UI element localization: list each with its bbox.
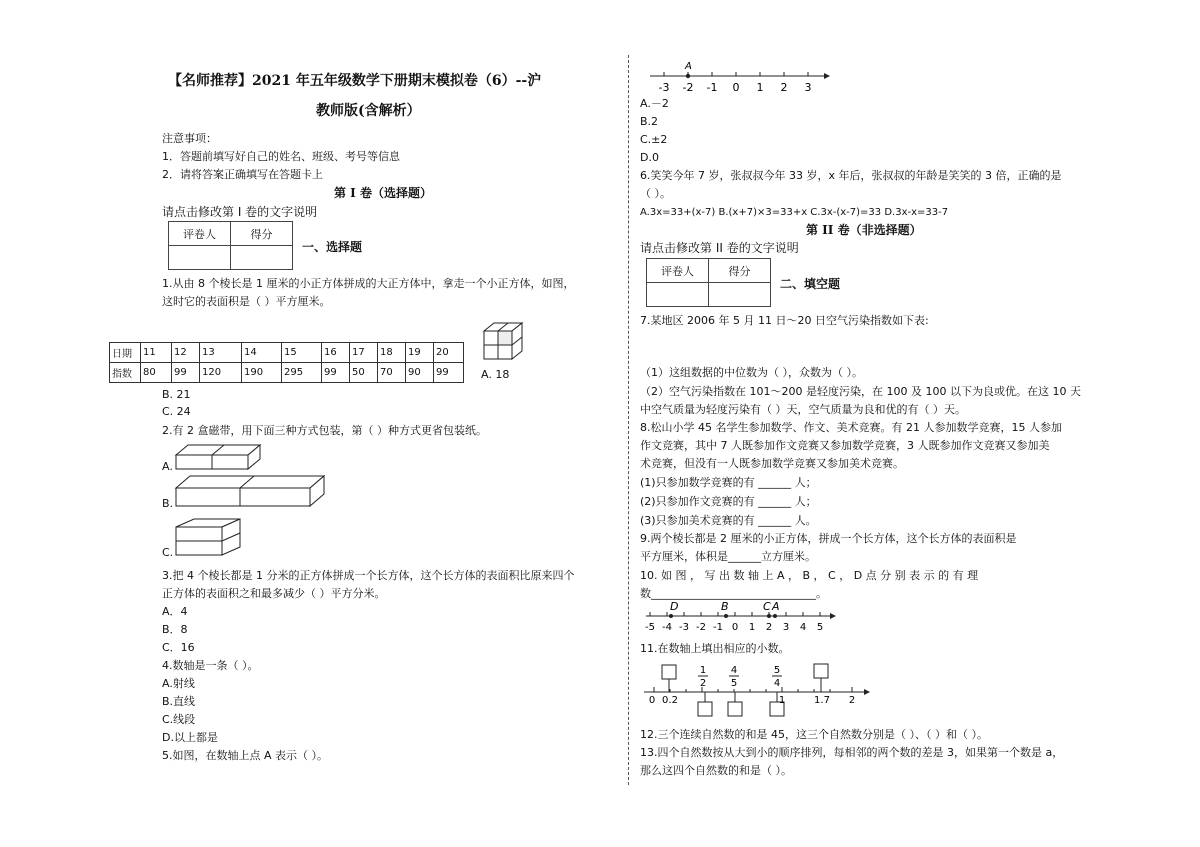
score-cell (709, 283, 771, 307)
part2-score-table (646, 258, 771, 307)
axis-label: 1.7 (814, 695, 830, 706)
axis-label: 0 (648, 695, 656, 706)
fraction-denominator: 4 (773, 678, 781, 689)
q8-sub3: (3)只参加美术竞赛的有 ______ 人。 (640, 514, 817, 527)
q8-sub2: (2)只参加作文竞赛的有 ______ 人； (640, 495, 817, 508)
q2-option-b: B. (162, 497, 174, 510)
doc-title-line2: 教师版(含解析） (316, 103, 421, 119)
q13-line2: 那么这四个自然数的和是（ ）。 (640, 764, 792, 777)
q4-option-a: A.射线 (162, 677, 195, 690)
aqi-date-cell: 17 (350, 343, 378, 363)
fraction-denominator: 2 (699, 678, 707, 689)
tick-label: 4 (799, 622, 807, 633)
q11-number-line (642, 660, 872, 720)
point-a-marker (686, 74, 690, 78)
q9-line1: 9.两个棱长都是 2 厘米的小正方体，拼成一个长方体，这个长方体的表面积是 (640, 532, 1017, 545)
tick-label: 3 (782, 622, 790, 633)
aqi-date-cell: 18 (378, 343, 406, 363)
q13-line1: 13.四个自然数按从大到小的顺序排列，每相邻的两个数的差是 3，如果第一个数是 a， (640, 746, 1064, 759)
column-divider (628, 55, 629, 785)
q5-option-d: D.0 (640, 151, 659, 164)
q4-text: 4.数轴是一条（ ）。 (162, 659, 259, 672)
aqi-date-cell: 16 (322, 343, 350, 363)
doc-title-line1: 【名师推荐】2021 年五年级数学下册期末模拟卷（6）--沪 (168, 73, 542, 89)
aqi-index-cell: 99 (434, 363, 464, 383)
q6-options: A.3x=33+(x-7) B.(x+7)×3=33+x C.3x-(x-7)=33 D.3x-x=33-7 (640, 207, 949, 218)
aqi-date-cell: 20 (434, 343, 464, 363)
q3-option-b: B．8 (162, 623, 188, 636)
point-d-label: D (670, 600, 679, 613)
q10-line1: 10. 如 图 ， 写 出 数 轴 上 A ， B ， C ， D 点 分 别 表 示 的 有 理 (640, 569, 979, 582)
tick-label: 0 (731, 622, 739, 633)
tick-label: -4 (662, 622, 672, 633)
q7-text: 7.某地区 2006 年 5 月 11 日～20 日空气污染指数如下表: (640, 314, 929, 327)
q11-text: 11.在数轴上填出相应的小数。 (640, 642, 790, 655)
q6-line2: （ ）。 (640, 187, 671, 200)
tick-label: -3 (679, 622, 689, 633)
answer-box (698, 702, 712, 716)
q4-option-c: C.线段 (162, 713, 196, 726)
q10-line2: 数______________________________。 (640, 587, 827, 600)
point-c-label: C (763, 600, 771, 613)
q5-number-line (648, 58, 828, 94)
tick-label: 2 (765, 622, 773, 633)
aqi-index-cell: 90 (406, 363, 434, 383)
tick-label: -1 (713, 622, 723, 633)
point-a-marker (773, 614, 777, 618)
score-label: 得分 (231, 222, 293, 246)
q2-option-a: A. (162, 460, 173, 473)
answer-box (728, 702, 742, 716)
part1-title: 第 I 卷（选择题） (334, 186, 432, 200)
box-figure-c (174, 517, 244, 557)
point-b-label: B (721, 600, 729, 613)
aqi-index-cell: 99 (172, 363, 200, 383)
tick-label: 1 (756, 81, 764, 94)
score-label: 得分 (709, 259, 771, 283)
tick-label: 2 (780, 81, 788, 94)
grader-cell (169, 246, 231, 270)
q3-line1: 3.把 4 个棱长都是 1 分米的正方体拼成一个长方体，这个长方体的表面积比原来四个 (162, 569, 575, 582)
fraction-numerator: 4 (730, 665, 738, 676)
aqi-date-cell: 15 (282, 343, 322, 363)
tick-label: 3 (804, 81, 812, 94)
tick-label: 1 (748, 622, 756, 633)
q5-option-b: B.2 (640, 115, 659, 128)
q5-text: 5.如图，在数轴上点 A 表示（ ）。 (162, 749, 329, 762)
q12-text: 12.三个连续自然数的和是 45，这三个自然数分别是（ ）、（ ）和（ ）。 (640, 728, 988, 741)
tick-label: 5 (816, 622, 824, 633)
tick-label: -3 (658, 81, 670, 94)
point-a-label: A (685, 61, 692, 72)
aqi-index-cell: 190 (242, 363, 282, 383)
grader-cell (647, 283, 709, 307)
grader-label: 评卷人 (647, 259, 709, 283)
aqi-index-cell: 99 (322, 363, 350, 383)
q1-line2: 这时它的表面积是（ ）平方厘米。 (162, 295, 331, 308)
aqi-index-row (110, 363, 464, 383)
q8-line2: 作文竞赛，其中 7 人既参加作文竞赛又参加数学竞赛，3 人既参加作文竞赛又参加美 (640, 439, 1050, 452)
tick-label: 0 (732, 81, 740, 94)
aqi-date-cell: 14 (242, 343, 282, 363)
aqi-table (109, 342, 464, 383)
aqi-index-label: 指数 (110, 363, 141, 383)
aqi-index-cell: 295 (282, 363, 322, 383)
q1-option-c: C. 24 (162, 405, 191, 418)
q1-line1: 1.从由 8 个棱长是 1 厘米的小正方体拼成的大正方体中，拿走一个小正方体，如图， (162, 277, 575, 290)
grader-label: 评卷人 (169, 222, 231, 246)
point-a-label: A (772, 600, 780, 613)
aqi-index-cell: 50 (350, 363, 378, 383)
tick-label: -2 (682, 81, 694, 94)
box-figure-a (174, 443, 264, 469)
fraction-denominator: 5 (730, 678, 738, 689)
part1-instruction: 请点击修改第 I 卷的文字说明 (162, 205, 318, 219)
part2-title: 第 II 卷（非选择题） (806, 223, 922, 237)
aqi-date-cell: 11 (141, 343, 172, 363)
cube-figure (482, 321, 528, 361)
q8-sub1: (1)只参加数学竞赛的有 ______ 人； (640, 476, 817, 489)
score-cell (231, 246, 293, 270)
q3-option-a: A．4 (162, 605, 188, 618)
q1-option-a: A. 18 (481, 368, 510, 381)
q7-sub1: （1）这组数据的中位数为（ ），众数为（ ）。 (640, 366, 863, 379)
q5-option-c: C.±2 (640, 133, 668, 146)
answer-box (814, 664, 828, 678)
aqi-index-cell: 120 (200, 363, 242, 383)
axis-label: 1 (778, 695, 786, 706)
q1-option-b: B. 21 (162, 388, 191, 401)
point-d-marker (669, 614, 673, 618)
q8-line3: 术竞赛，但没有一人既参加数学竞赛又参加美术竞赛。 (640, 457, 904, 470)
q3-option-c: C．16 (162, 641, 195, 654)
q9-line2: 平方厘米，体积是______立方厘米。 (640, 550, 816, 563)
part1-score-table (168, 221, 293, 270)
axis-label: 2 (848, 695, 856, 706)
tick-label: -1 (706, 81, 718, 94)
q5-option-a: A.－2 (640, 97, 669, 110)
q10-number-line (644, 600, 844, 634)
part2-instruction: 请点击修改第 II 卷的文字说明 (640, 241, 799, 255)
tick-label: -2 (696, 622, 706, 633)
q4-option-d: D.以上都是 (162, 731, 218, 744)
aqi-date-cell: 12 (172, 343, 200, 363)
fraction-numerator: 5 (773, 665, 781, 676)
fraction-numerator: 1 (699, 665, 707, 676)
q2-option-c: C. (162, 546, 174, 559)
aqi-date-cell: 13 (200, 343, 242, 363)
answer-box (662, 665, 676, 679)
aqi-date-row (110, 343, 464, 363)
q2-text: 2.有 2 盒磁带，用下面三种方式包装，第（ ）种方式更省包装纸。 (162, 424, 487, 437)
axis-label: 0.2 (662, 695, 678, 706)
q8-line1: 8.松山小学 45 名学生参加数学、作文、美术竞赛。有 21 人参加数学竞赛，15 人参加 (640, 421, 1062, 434)
section-choice-title: 一、选择题 (302, 240, 363, 254)
notice-item-1: 1．答题前填写好自己的姓名、班级、考号等信息 (162, 150, 400, 163)
aqi-date-cell: 19 (406, 343, 434, 363)
notice-item-2: 2．请将答案正确填写在答题卡上 (162, 168, 323, 181)
q7-sub2-line2: 中空气质量为轻度污染有（ ）天，空气质量为良和优的有（ ）天。 (640, 403, 966, 416)
q6-line1: 6.笑笑今年 7 岁，张叔叔今年 33 岁，x 年后，张叔叔的年龄是笑笑的 3 倍，正确的是 (640, 169, 1062, 182)
tick-label: -5 (645, 622, 655, 633)
q4-option-b: B.直线 (162, 695, 196, 708)
box-figure-b (174, 474, 326, 508)
q7-sub2-line1: （2）空气污染指数在 101～200 是轻度污染，在 100 及 100 以下为良或优。在这 10 天 (640, 385, 1081, 398)
aqi-index-cell: 80 (141, 363, 172, 383)
aqi-index-cell: 70 (378, 363, 406, 383)
notice-heading: 注意事项： (162, 132, 217, 145)
section-fill-title: 二、填空题 (780, 277, 841, 291)
point-c-marker (767, 614, 771, 618)
aqi-date-label: 日期 (110, 343, 141, 363)
point-b-marker (724, 614, 728, 618)
q3-line2: 正方体的表面积之和最多减少（ ）平方分米。 (162, 587, 386, 600)
